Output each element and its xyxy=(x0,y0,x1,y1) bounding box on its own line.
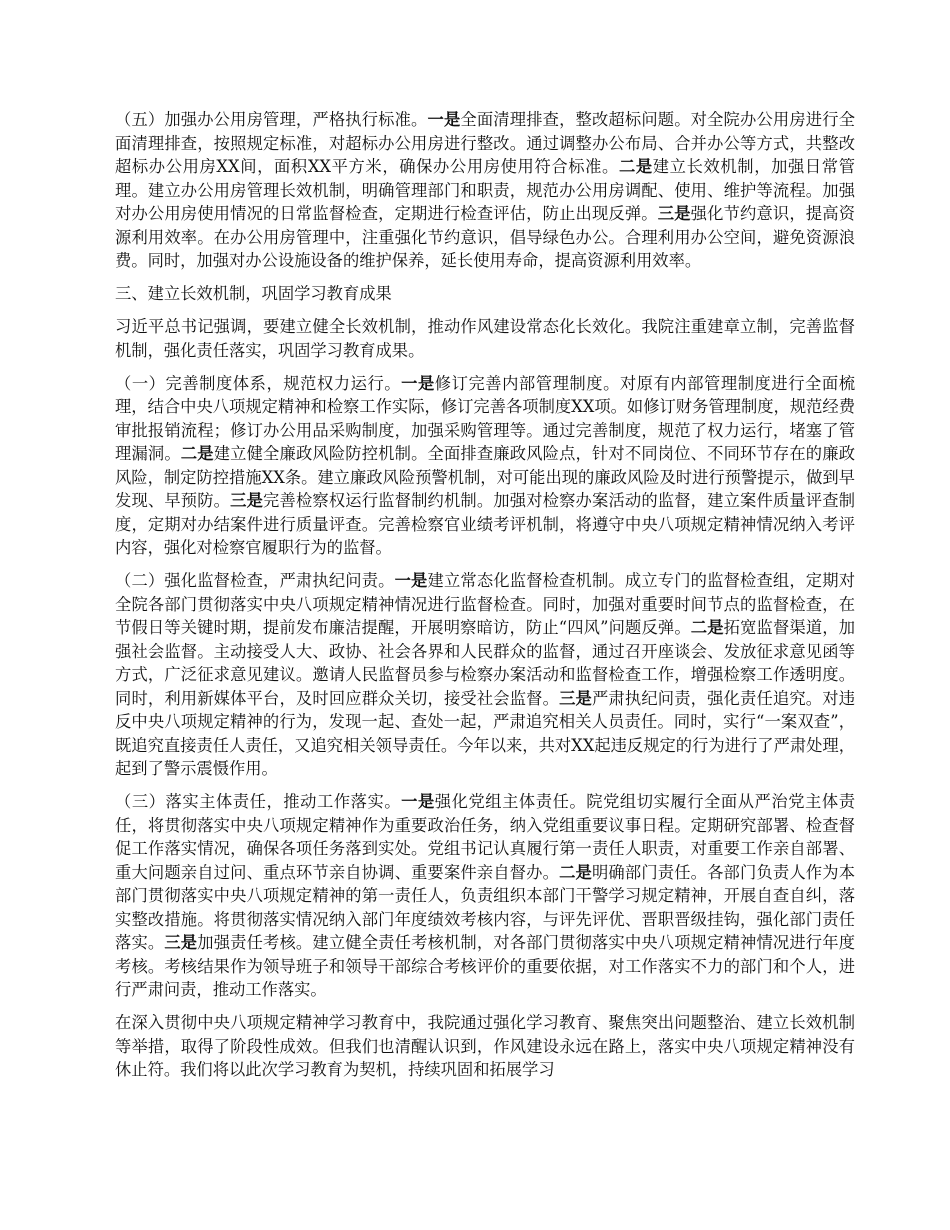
body-text: 在深入贯彻中央八项规定精神学习教育中，我院通过强化学习教育、聚焦突出问题整治、建立长效机制等举措，取得了阶段性成效。但我们也清醒认识到，作风建设永远在路上，落实中央八项规定精神没有休止符。我们将以此次学习教育为契机，持续巩固和拓展学习 xyxy=(115,1013,855,1079)
body-text: 全面清理排查，整改超标问题。对全院办公用房进行全面清理排查，按照规定标准，对超标办公用房进行整改。通过调整办公布局、合并办公等方式，共整改超标办公用房XX间，面积XX平方米，确保办公用房使用符合标准。 xyxy=(115,110,855,176)
document-body xyxy=(115,108,855,1091)
paragraph-institutional-system xyxy=(115,372,855,560)
body-text: （五）加强办公用房管理，严格执行标准。 xyxy=(115,110,428,129)
body-text: 建立长效机制，加强日常管理。建立办公用房管理长效机制，明确管理部门和职责，规范办公用房调配、使用、维护等流程。加强对办公用房使用情况的日常监督检查，定期进行检查评估，防止出现反弹。 xyxy=(115,157,855,223)
paragraph-intro xyxy=(115,315,855,362)
body-text: 建立健全廉政风险防控机制。全面排查廉政风险点，针对不同岗位、不同环节存在的廉政风险，制定防控措施XX条。建立廉政风险预警机制，对可能出现的廉政风险及时进行预警提示，做到早发现、早预防。 xyxy=(115,444,855,510)
emphasis-text: 三是 xyxy=(559,688,592,708)
emphasis-text: 一是 xyxy=(401,792,435,811)
paragraph-main-responsibility xyxy=(115,790,855,1002)
emphasis-text: 三是 xyxy=(657,204,691,223)
emphasis-text: 三是 xyxy=(164,933,198,952)
body-text: （一）完善制度体系，规范权力运行。 xyxy=(115,373,402,393)
body-text: 强化党组主体责任。院党组切实履行全面从严治党主体责任，将贯彻落实中央八项规定精神作为重要政治任务，纳入党组重要议事日程。定期研究部署、检查督促工作落实情况，确保各项任务落到实处。党组书记认真履行第一责任人职责，对重要工作亲自部署、重大问题亲自过问、重点环节亲自协调、重要案件亲自督办。 xyxy=(115,792,855,882)
emphasis-text: 一是 xyxy=(427,110,461,129)
body-text: 完善检察权运行监督制约机制。加强对检察办案活动的监督，建立案件质量评查制度，定期对办结案件进行质量评查。完善检察官业绩考评机制，将遵守中央八项规定精神情况纳入考评内容，强化对检察官履职行为的监督。 xyxy=(115,491,855,557)
body-text: 习近平总书记强调，要建立健全长效机制，推动作风建设常态化长效化。我院注重建章立制，完善监督机制，强化责任落实，巩固学习教育成果。 xyxy=(115,317,855,360)
paragraph-supervision-inspection xyxy=(115,569,855,781)
section-heading-3 xyxy=(115,282,855,306)
body-text: （三）落实主体责任，推动工作落实。 xyxy=(115,792,402,811)
body-text: 严肃执纪问责，强化责任追究。对违反中央八项规定精神的行为，发现一起、查处一起，严肃追究相关人员责任。同时，实行“一案双查”，既追究直接责任人责任，又追究相关领导责任。今年以来，共对XX起违反规定的行为进行了严肃处理，起到了警示震慑作用。 xyxy=(115,688,855,778)
body-text: 修订完善内部管理制度。对原有内部管理制度进行全面梳理，结合中央八项规定精神和检察工作实际，修订完善各项制度XX项。如修订财务管理制度，规范经费审批报销流程；修订办公用品采购制度，加强采购管理等。通过完善制度，规范了权力运行，堵塞了管理漏洞。 xyxy=(115,373,855,463)
paragraph-conclusion xyxy=(115,1011,855,1082)
emphasis-text: 二是 xyxy=(180,444,214,463)
emphasis-text: 一是 xyxy=(401,373,435,393)
body-text: 建立常态化监督检查机制。成立专门的监督检查组，定期对全院各部门贯彻落实中央八项规定精神情况进行监督检查。同时，加强对重要时间节点的监督检查，在节假日等关键时期，提前发布廉洁提醒，开展明察暗访，防止“四风”问题反弹。 xyxy=(115,571,855,637)
body-text: 强化节约意识，提高资源利用效率。在办公用房管理中，注重强化节约意识，倡导绿色办公。合理利用办公空间，避免资源浪费。同时，加强对办公设施设备的维护保养，延长使用寿命，提高资源利用效率。 xyxy=(115,204,855,270)
emphasis-text: 二是 xyxy=(559,862,592,882)
emphasis-text: 一是 xyxy=(394,571,428,590)
body-text: 加强责任考核。建立健全责任考核机制，对各部门贯彻落实中央八项规定精神情况进行年度考核。考核结果作为领导班子和领导干部综合考核评价的重要依据，对工作落实不力的部门和个人，进行严肃问责，推动工作落实。 xyxy=(115,933,855,999)
body-text: 拓宽监督渠道，加强社会监督。主动接受人大、政协、社会各界和人民群众的监督，通过召开座谈会、发放征求意见函等方式，广泛征求意见建议。邀请人民监督员参与检察办案活动和监督检查工作，增强检察工作透明度。同时，利用新媒体平台，及时回应群众关切，接受社会监督。 xyxy=(115,618,855,708)
paragraph-office-space-management xyxy=(115,108,855,273)
emphasis-text: 三是 xyxy=(230,491,264,510)
body-text: 明确部门责任。各部门负责人作为本部门贯彻落实中央八项规定精神的第一责任人，负责组织本部门干警学习规定精神，开展自查自纠，落实整改措施。将贯彻落实情况纳入部门年度绩效考核内容，与评先评优、晋职晋级挂钩，强化部门责任落实。 xyxy=(115,862,855,952)
emphasis-text: 二是 xyxy=(690,618,724,637)
body-text: 三、建立长效机制，巩固学习教育成果 xyxy=(115,284,392,303)
body-text: （二）强化监督检查，严肃执纪问责。 xyxy=(115,571,395,590)
emphasis-text: 二是 xyxy=(618,157,653,176)
